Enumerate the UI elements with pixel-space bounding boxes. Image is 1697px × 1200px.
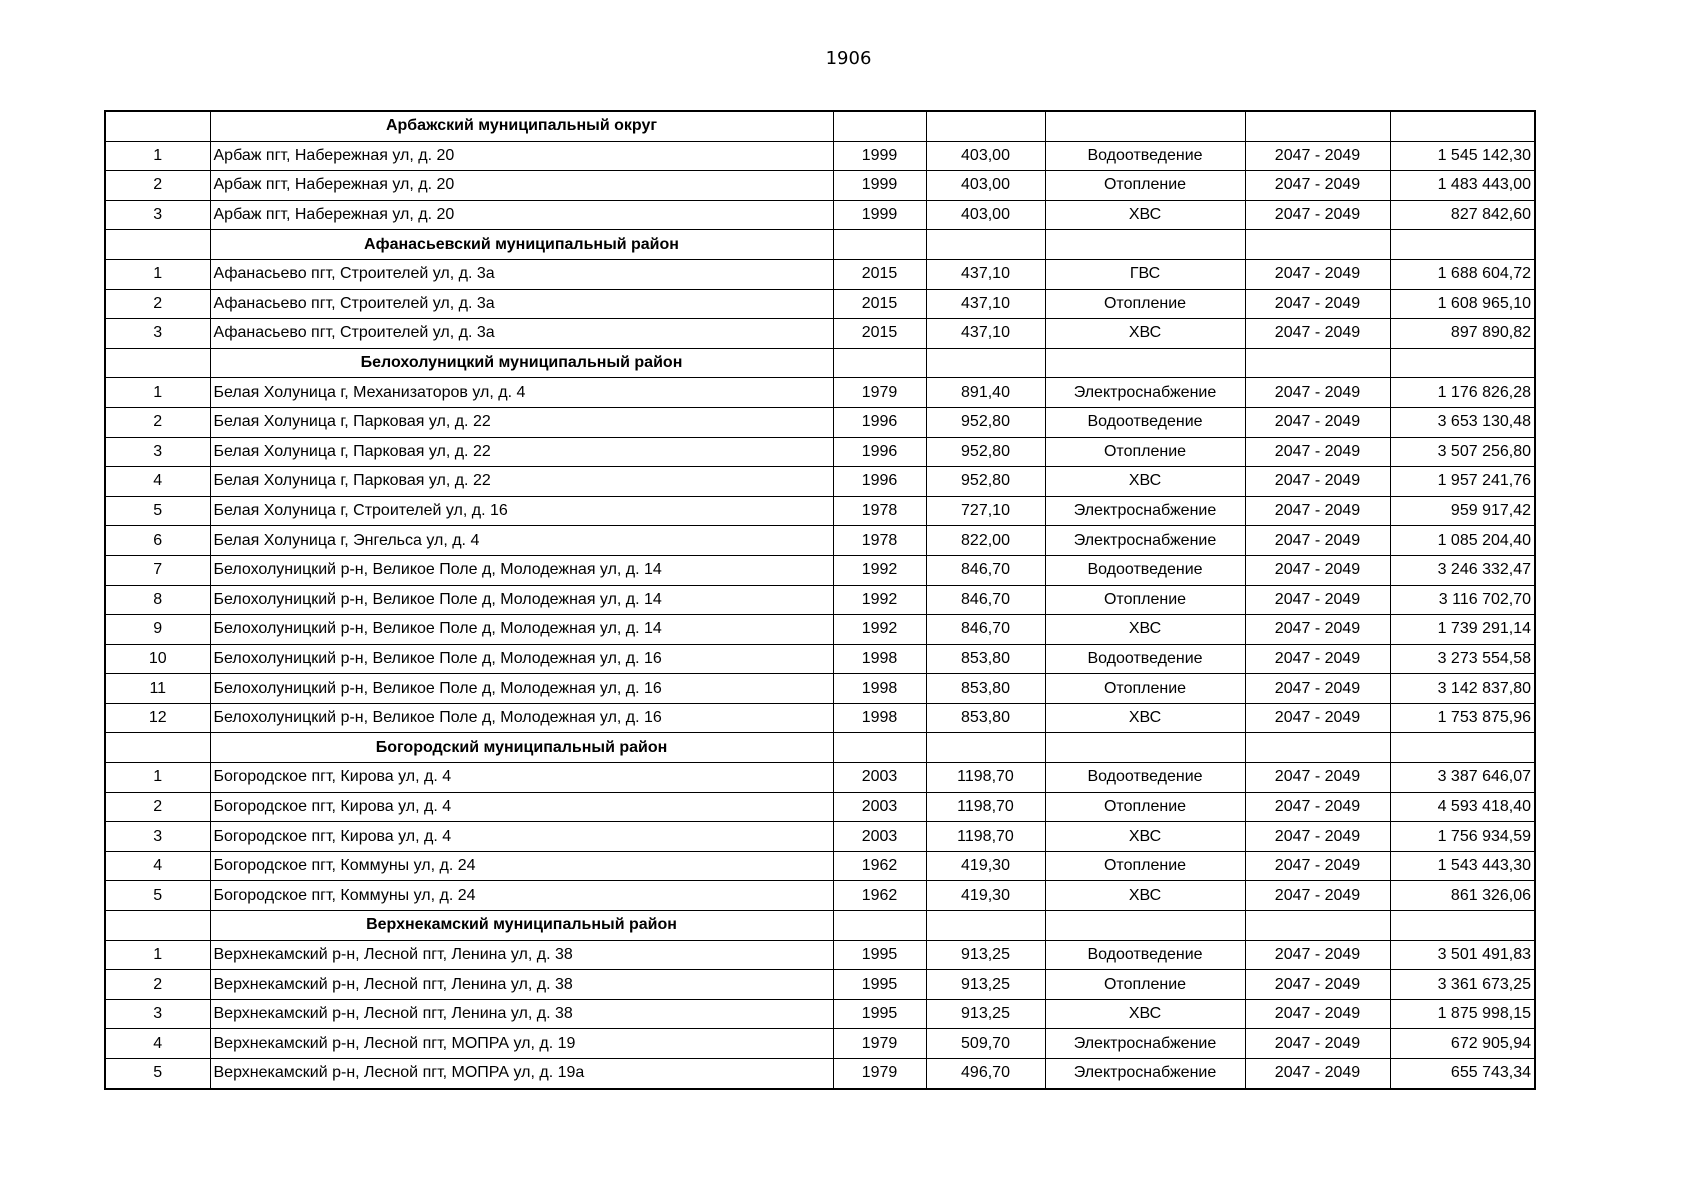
cost-cell: 861 326,06 [1390, 881, 1535, 911]
district-header-row [105, 348, 1535, 378]
address-cell: Арбаж пгт, Набережная ул, д. 20 [210, 141, 833, 171]
empty-cell [1390, 733, 1535, 763]
address-cell: Белохолуницкий р-н, Великое Поле д, Молодежная ул, д. 14 [210, 555, 833, 585]
year-cell: 1999 [833, 141, 926, 171]
area-cell: 403,00 [926, 141, 1045, 171]
district-name: Арбажский муниципальный округ [210, 111, 833, 141]
table-row [105, 703, 1535, 733]
year-cell: 1992 [833, 555, 926, 585]
work-type-cell: Отопление [1045, 851, 1245, 881]
empty-cell [833, 230, 926, 260]
empty-cell [926, 348, 1045, 378]
area-cell: 1198,70 [926, 792, 1045, 822]
work-type-cell: ХВС [1045, 615, 1245, 645]
empty-cell [926, 111, 1045, 141]
area-cell: 846,70 [926, 555, 1045, 585]
period-cell: 2047 - 2049 [1245, 319, 1390, 349]
cost-cell: 3 501 491,83 [1390, 940, 1535, 970]
period-cell: 2047 - 2049 [1245, 289, 1390, 319]
cost-cell: 1 875 998,15 [1390, 999, 1535, 1029]
period-cell: 2047 - 2049 [1245, 999, 1390, 1029]
empty-cell [1390, 348, 1535, 378]
work-type-cell: ХВС [1045, 319, 1245, 349]
registry-body [105, 111, 1535, 1089]
address-cell: Афанасьево пгт, Строителей ул, д. 3а [210, 289, 833, 319]
row-number: 8 [105, 585, 210, 615]
work-type-cell: Водоотведение [1045, 555, 1245, 585]
work-type-cell: ГВС [1045, 259, 1245, 289]
year-cell: 1992 [833, 585, 926, 615]
cost-cell: 3 246 332,47 [1390, 555, 1535, 585]
year-cell: 1998 [833, 644, 926, 674]
area-cell: 403,00 [926, 200, 1045, 230]
year-cell: 1962 [833, 881, 926, 911]
work-type-cell: Отопление [1045, 585, 1245, 615]
cost-cell: 1 688 604,72 [1390, 259, 1535, 289]
period-cell: 2047 - 2049 [1245, 644, 1390, 674]
district-name: Афанасьевский муниципальный район [210, 230, 833, 260]
table-row [105, 259, 1535, 289]
year-cell: 1978 [833, 526, 926, 556]
work-type-cell: ХВС [1045, 703, 1245, 733]
row-number: 10 [105, 644, 210, 674]
empty-cell [1245, 111, 1390, 141]
area-cell: 1198,70 [926, 763, 1045, 793]
year-cell: 1978 [833, 496, 926, 526]
table-row [105, 674, 1535, 704]
table-row [105, 437, 1535, 467]
period-cell: 2047 - 2049 [1245, 378, 1390, 408]
row-number: 2 [105, 792, 210, 822]
address-cell: Белая Холуница г, Механизаторов ул, д. 4 [210, 378, 833, 408]
district-header-row [105, 111, 1535, 141]
address-cell: Белохолуницкий р-н, Великое Поле д, Молодежная ул, д. 16 [210, 644, 833, 674]
cost-cell: 3 361 673,25 [1390, 970, 1535, 1000]
cost-cell: 1 483 443,00 [1390, 171, 1535, 201]
row-number: 3 [105, 437, 210, 467]
table-row [105, 585, 1535, 615]
row-number: 1 [105, 259, 210, 289]
period-cell: 2047 - 2049 [1245, 615, 1390, 645]
empty-cell [833, 111, 926, 141]
period-cell: 2047 - 2049 [1245, 585, 1390, 615]
address-cell: Афанасьево пгт, Строителей ул, д. 3а [210, 259, 833, 289]
row-number: 4 [105, 851, 210, 881]
empty-cell [105, 911, 210, 941]
address-cell: Белохолуницкий р-н, Великое Поле д, Молодежная ул, д. 16 [210, 703, 833, 733]
area-cell: 853,80 [926, 674, 1045, 704]
cost-cell: 827 842,60 [1390, 200, 1535, 230]
address-cell: Богородское пгт, Кирова ул, д. 4 [210, 763, 833, 793]
row-number: 4 [105, 467, 210, 497]
period-cell: 2047 - 2049 [1245, 674, 1390, 704]
year-cell: 1979 [833, 378, 926, 408]
period-cell: 2047 - 2049 [1245, 141, 1390, 171]
work-type-cell: Электроснабжение [1045, 378, 1245, 408]
area-cell: 853,80 [926, 703, 1045, 733]
work-type-cell: Электроснабжение [1045, 1059, 1245, 1089]
table-row [105, 792, 1535, 822]
cost-cell: 1 739 291,14 [1390, 615, 1535, 645]
area-cell: 913,25 [926, 940, 1045, 970]
address-cell: Белохолуницкий р-н, Великое Поле д, Молодежная ул, д. 14 [210, 585, 833, 615]
cost-cell: 1 608 965,10 [1390, 289, 1535, 319]
work-type-cell: Водоотведение [1045, 141, 1245, 171]
area-cell: 437,10 [926, 319, 1045, 349]
period-cell: 2047 - 2049 [1245, 703, 1390, 733]
empty-cell [1045, 111, 1245, 141]
period-cell: 2047 - 2049 [1245, 881, 1390, 911]
table-row [105, 496, 1535, 526]
area-cell: 403,00 [926, 171, 1045, 201]
work-type-cell: Водоотведение [1045, 407, 1245, 437]
row-number: 5 [105, 881, 210, 911]
area-cell: 913,25 [926, 999, 1045, 1029]
address-cell: Белая Холуница г, Энгельса ул, д. 4 [210, 526, 833, 556]
work-type-cell: ХВС [1045, 822, 1245, 852]
address-cell: Богородское пгт, Кирова ул, д. 4 [210, 822, 833, 852]
year-cell: 1995 [833, 940, 926, 970]
row-number: 5 [105, 496, 210, 526]
cost-cell: 655 743,34 [1390, 1059, 1535, 1089]
empty-cell [926, 230, 1045, 260]
area-cell: 913,25 [926, 970, 1045, 1000]
table-row [105, 171, 1535, 201]
work-type-cell: Отопление [1045, 792, 1245, 822]
area-cell: 437,10 [926, 259, 1045, 289]
address-cell: Арбаж пгт, Набережная ул, д. 20 [210, 200, 833, 230]
row-number: 1 [105, 378, 210, 408]
year-cell: 2015 [833, 289, 926, 319]
table-row [105, 555, 1535, 585]
empty-cell [1245, 348, 1390, 378]
address-cell: Верхнекамский р-н, Лесной пгт, МОПРА ул, д. 19а [210, 1059, 833, 1089]
row-number: 1 [105, 141, 210, 171]
address-cell: Верхнекамский р-н, Лесной пгт, Ленина ул, д. 38 [210, 970, 833, 1000]
year-cell: 2003 [833, 792, 926, 822]
year-cell: 2015 [833, 259, 926, 289]
table-row [105, 851, 1535, 881]
work-type-cell: Электроснабжение [1045, 1029, 1245, 1059]
cost-cell: 3 273 554,58 [1390, 644, 1535, 674]
table-row [105, 644, 1535, 674]
row-number: 1 [105, 763, 210, 793]
row-number: 3 [105, 999, 210, 1029]
address-cell: Белохолуницкий р-н, Великое Поле д, Молодежная ул, д. 16 [210, 674, 833, 704]
table-row [105, 319, 1535, 349]
table-row [105, 881, 1535, 911]
address-cell: Белая Холуница г, Парковая ул, д. 22 [210, 467, 833, 497]
period-cell: 2047 - 2049 [1245, 1029, 1390, 1059]
area-cell: 822,00 [926, 526, 1045, 556]
address-cell: Белая Холуница г, Парковая ул, д. 22 [210, 437, 833, 467]
work-type-cell: Водоотведение [1045, 644, 1245, 674]
district-name: Белохолуницкий муниципальный район [210, 348, 833, 378]
period-cell: 2047 - 2049 [1245, 970, 1390, 1000]
year-cell: 1999 [833, 171, 926, 201]
empty-cell [105, 348, 210, 378]
row-number: 4 [105, 1029, 210, 1059]
year-cell: 1996 [833, 407, 926, 437]
year-cell: 2003 [833, 763, 926, 793]
empty-cell [1390, 230, 1535, 260]
table-row [105, 407, 1535, 437]
area-cell: 846,70 [926, 585, 1045, 615]
work-type-cell: Электроснабжение [1045, 496, 1245, 526]
area-cell: 952,80 [926, 407, 1045, 437]
empty-cell [105, 733, 210, 763]
area-cell: 891,40 [926, 378, 1045, 408]
cost-cell: 1 545 142,30 [1390, 141, 1535, 171]
empty-cell [1390, 911, 1535, 941]
row-number: 5 [105, 1059, 210, 1089]
work-type-cell: Отопление [1045, 171, 1245, 201]
row-number: 2 [105, 289, 210, 319]
area-cell: 846,70 [926, 615, 1045, 645]
year-cell: 1992 [833, 615, 926, 645]
registry-table [104, 110, 1536, 1090]
district-name: Верхнекамский муниципальный район [210, 911, 833, 941]
year-cell: 1996 [833, 437, 926, 467]
cost-cell: 672 905,94 [1390, 1029, 1535, 1059]
period-cell: 2047 - 2049 [1245, 822, 1390, 852]
area-cell: 509,70 [926, 1029, 1045, 1059]
year-cell: 1995 [833, 970, 926, 1000]
empty-cell [1045, 733, 1245, 763]
table-row [105, 970, 1535, 1000]
year-cell: 2015 [833, 319, 926, 349]
page-number: 1906 [825, 48, 872, 69]
year-cell: 1995 [833, 999, 926, 1029]
work-type-cell: Отопление [1045, 674, 1245, 704]
period-cell: 2047 - 2049 [1245, 171, 1390, 201]
empty-cell [926, 911, 1045, 941]
area-cell: 1198,70 [926, 822, 1045, 852]
row-number: 3 [105, 822, 210, 852]
table-row [105, 999, 1535, 1029]
empty-cell [1045, 230, 1245, 260]
cost-cell: 1 957 241,76 [1390, 467, 1535, 497]
work-type-cell: ХВС [1045, 881, 1245, 911]
cost-cell: 3 653 130,48 [1390, 407, 1535, 437]
address-cell: Афанасьево пгт, Строителей ул, д. 3а [210, 319, 833, 349]
table-row [105, 378, 1535, 408]
year-cell: 1979 [833, 1059, 926, 1089]
cost-cell: 3 387 646,07 [1390, 763, 1535, 793]
row-number: 6 [105, 526, 210, 556]
period-cell: 2047 - 2049 [1245, 526, 1390, 556]
empty-cell [1045, 348, 1245, 378]
table-row [105, 940, 1535, 970]
cost-cell: 1 753 875,96 [1390, 703, 1535, 733]
empty-cell [833, 911, 926, 941]
work-type-cell: Водоотведение [1045, 940, 1245, 970]
cost-cell: 897 890,82 [1390, 319, 1535, 349]
row-number: 12 [105, 703, 210, 733]
period-cell: 2047 - 2049 [1245, 259, 1390, 289]
table-row [105, 467, 1535, 497]
address-cell: Верхнекамский р-н, Лесной пгт, Ленина ул, д. 38 [210, 940, 833, 970]
empty-cell [105, 111, 210, 141]
table-row [105, 763, 1535, 793]
table-row [105, 822, 1535, 852]
empty-cell [926, 733, 1045, 763]
area-cell: 952,80 [926, 437, 1045, 467]
empty-cell [105, 230, 210, 260]
area-cell: 952,80 [926, 467, 1045, 497]
cost-cell: 4 593 418,40 [1390, 792, 1535, 822]
work-type-cell: ХВС [1045, 200, 1245, 230]
address-cell: Богородское пгт, Кирова ул, д. 4 [210, 792, 833, 822]
address-cell: Белохолуницкий р-н, Великое Поле д, Молодежная ул, д. 14 [210, 615, 833, 645]
cost-cell: 1 543 443,30 [1390, 851, 1535, 881]
cost-cell: 959 917,42 [1390, 496, 1535, 526]
address-cell: Богородское пгт, Коммуны ул, д. 24 [210, 881, 833, 911]
cost-cell: 3 142 837,80 [1390, 674, 1535, 704]
cost-cell: 1 085 204,40 [1390, 526, 1535, 556]
table-row [105, 1029, 1535, 1059]
work-type-cell: ХВС [1045, 467, 1245, 497]
district-header-row [105, 230, 1535, 260]
work-type-cell: Отопление [1045, 970, 1245, 1000]
empty-cell [1245, 911, 1390, 941]
address-cell: Белая Холуница г, Строителей ул, д. 16 [210, 496, 833, 526]
year-cell: 1998 [833, 674, 926, 704]
table-row [105, 1059, 1535, 1089]
empty-cell [833, 733, 926, 763]
period-cell: 2047 - 2049 [1245, 555, 1390, 585]
cost-cell: 3 507 256,80 [1390, 437, 1535, 467]
period-cell: 2047 - 2049 [1245, 467, 1390, 497]
table-row [105, 289, 1535, 319]
area-cell: 419,30 [926, 881, 1045, 911]
empty-cell [1245, 733, 1390, 763]
period-cell: 2047 - 2049 [1245, 200, 1390, 230]
period-cell: 2047 - 2049 [1245, 851, 1390, 881]
period-cell: 2047 - 2049 [1245, 792, 1390, 822]
area-cell: 727,10 [926, 496, 1045, 526]
work-type-cell: ХВС [1045, 999, 1245, 1029]
district-header-row [105, 911, 1535, 941]
table-row [105, 141, 1535, 171]
period-cell: 2047 - 2049 [1245, 940, 1390, 970]
table-row [105, 615, 1535, 645]
empty-cell [833, 348, 926, 378]
row-number: 2 [105, 970, 210, 1000]
cost-cell: 1 176 826,28 [1390, 378, 1535, 408]
row-number: 2 [105, 171, 210, 201]
district-name: Богородский муниципальный район [210, 733, 833, 763]
year-cell: 1979 [833, 1029, 926, 1059]
row-number: 2 [105, 407, 210, 437]
district-header-row [105, 733, 1535, 763]
row-number: 9 [105, 615, 210, 645]
address-cell: Белая Холуница г, Парковая ул, д. 22 [210, 407, 833, 437]
row-number: 1 [105, 940, 210, 970]
period-cell: 2047 - 2049 [1245, 1059, 1390, 1089]
row-number: 7 [105, 555, 210, 585]
address-cell: Арбаж пгт, Набережная ул, д. 20 [210, 171, 833, 201]
work-type-cell: Отопление [1045, 437, 1245, 467]
table-row [105, 200, 1535, 230]
period-cell: 2047 - 2049 [1245, 437, 1390, 467]
period-cell: 2047 - 2049 [1245, 407, 1390, 437]
work-type-cell: Электроснабжение [1045, 526, 1245, 556]
empty-cell [1045, 911, 1245, 941]
table-row [105, 526, 1535, 556]
area-cell: 496,70 [926, 1059, 1045, 1089]
empty-cell [1245, 230, 1390, 260]
area-cell: 437,10 [926, 289, 1045, 319]
year-cell: 1962 [833, 851, 926, 881]
area-cell: 853,80 [926, 644, 1045, 674]
period-cell: 2047 - 2049 [1245, 496, 1390, 526]
row-number: 3 [105, 319, 210, 349]
work-type-cell: Водоотведение [1045, 763, 1245, 793]
address-cell: Богородское пгт, Коммуны ул, д. 24 [210, 851, 833, 881]
cost-cell: 1 756 934,59 [1390, 822, 1535, 852]
year-cell: 1996 [833, 467, 926, 497]
row-number: 3 [105, 200, 210, 230]
area-cell: 419,30 [926, 851, 1045, 881]
year-cell: 1999 [833, 200, 926, 230]
year-cell: 2003 [833, 822, 926, 852]
empty-cell [1390, 111, 1535, 141]
period-cell: 2047 - 2049 [1245, 763, 1390, 793]
year-cell: 1998 [833, 703, 926, 733]
cost-cell: 3 116 702,70 [1390, 585, 1535, 615]
work-type-cell: Отопление [1045, 289, 1245, 319]
address-cell: Верхнекамский р-н, Лесной пгт, МОПРА ул, д. 19 [210, 1029, 833, 1059]
row-number: 11 [105, 674, 210, 704]
address-cell: Верхнекамский р-н, Лесной пгт, Ленина ул, д. 38 [210, 999, 833, 1029]
